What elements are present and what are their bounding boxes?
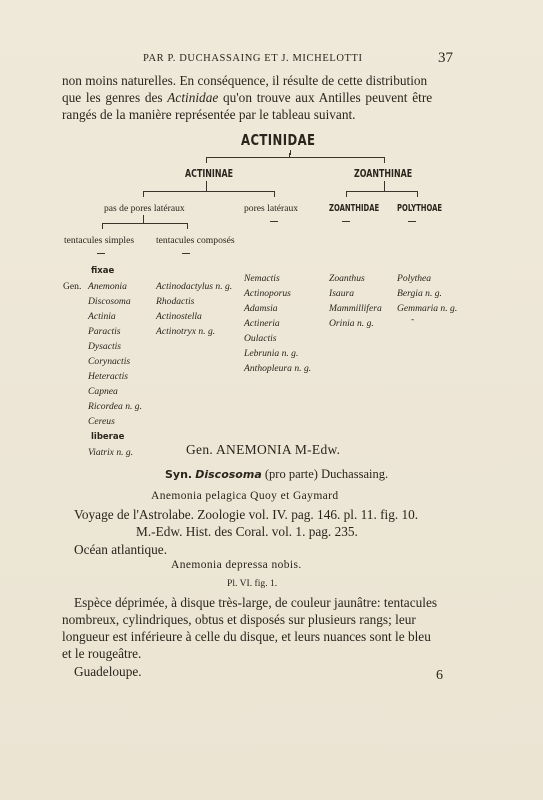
col4-item: Zoanthus — [329, 273, 365, 284]
syn-rest: (pro parte) Duchassaing. — [264, 467, 389, 481]
genus-heading: Gen. ANEMONIA M-Edw. — [186, 442, 341, 457]
species2-desc-line: Espèce déprimée, à disque très-large, de couleur jaunâtre: tentacules — [74, 595, 438, 610]
page-number: 37 — [438, 50, 453, 66]
col3-item: Adamsia — [244, 303, 278, 314]
intro-line-1: non moins naturelles. En conséquence, il résulte de cette distribution — [62, 73, 428, 88]
tree-simple-tentacles: tentacules simples — [64, 235, 135, 246]
col3-item: Anthopleura n. g. — [244, 363, 312, 374]
species2-desc-line: longueur est inférieure à celle du disque, et leurs nuances sont le bleu — [62, 629, 431, 644]
fixae-label: fixae — [91, 266, 115, 276]
species2-desc-line: nombreux, cylindriques, obtus et disposés sur plusieurs rangs; leur — [62, 612, 416, 627]
liberae-label: liberae — [91, 432, 125, 442]
col2-item: Actinodactylus n. g. — [156, 281, 233, 292]
col1-item: Cereus — [88, 416, 115, 427]
col4-item: Mammillifera — [329, 303, 382, 314]
tree-lateral-pores: pores latéraux — [244, 203, 299, 214]
running-head: PAR P. DUCHASSAING ET J. MICHELOTTI — [143, 53, 363, 64]
col3-item: Actineria — [244, 318, 280, 329]
species1-ref1: Voyage de l'Astrolabe. Zoologie vol. IV. pag. 146. pl. 11. fig. 10. — [74, 507, 419, 522]
col1-item: Capnea — [88, 386, 118, 397]
col1-item: Viatrix n. g. — [88, 447, 134, 458]
col4-item: Isaura — [329, 288, 355, 299]
tree-brace-3 — [346, 191, 418, 192]
tree-zoanthidae: ZOANTHIDAE — [329, 203, 380, 214]
species1-ref2: M.-Edw. Hist. des Coral. vol. 1. pag. 235. — [136, 524, 358, 539]
intro-line-2: que les genres des Actinidae qu'on trouve aux Antilles peuvent être — [62, 90, 433, 105]
col1-item: Actinia — [88, 311, 116, 322]
tree-actininae: ACTININAE — [185, 167, 234, 180]
tree-no-lateral-pores: pas de pores latéraux — [104, 203, 185, 214]
tree-brace-1 — [206, 157, 385, 158]
species2-plate: Pl. VI. fig. 1. — [227, 578, 278, 589]
species2-desc-line: et le rougeâtre. — [62, 646, 142, 661]
tree-brace-4 — [102, 223, 188, 224]
gen-label: Gen. — [63, 281, 82, 292]
species1-habitat: Océan atlantique. — [74, 542, 168, 557]
col1-item: Corynactis — [88, 356, 131, 367]
col1-item: Heteractis — [88, 371, 128, 382]
synonym-line — [165, 467, 388, 482]
col3-item: Nemactis — [244, 273, 280, 284]
col5-item: Gemmaria n. g. — [397, 303, 458, 314]
col1-item: Anemonia — [88, 281, 127, 292]
col1-item: Dysactis — [88, 341, 122, 352]
intro-italic-term: Actinidae — [167, 90, 219, 105]
tree-brace-2 — [143, 191, 275, 192]
col1-item: Paractis — [88, 326, 121, 337]
species1-title: Anemonia pelagica Quoy et Gaymard — [151, 490, 339, 502]
col2-item: Actinostella — [156, 311, 202, 322]
col1-item: Discosoma — [88, 296, 131, 307]
col2-item: Actinotryx n. g. — [156, 326, 216, 337]
tree-root: ACTINIDAE — [241, 131, 316, 149]
signature-mark: 6 — [436, 668, 443, 683]
col5-item: Bergia n. g. — [397, 288, 442, 299]
col3-item: Actinoporus — [244, 288, 291, 299]
tree-zoanthinae: ZOANTHINAE — [354, 167, 413, 180]
col4-item: Orinia n. g. — [329, 318, 374, 329]
tree-polythoae: POLYTHOAE — [397, 203, 443, 214]
col5-item: - — [411, 314, 415, 325]
species2-title: Anemonia depressa nobis. — [171, 559, 302, 571]
col1-item: Ricordea n. g. — [88, 401, 142, 412]
species2-locality: Guadeloupe. — [74, 664, 142, 679]
col3-item: Oulactis — [244, 333, 277, 344]
syn-label: Syn. — [165, 468, 193, 481]
intro-line-3: rangés de la manière représentée par le tableau suivant. — [62, 107, 356, 122]
tree-compound-tentacles: tentacules composés — [156, 235, 235, 246]
col2-item: Rhodactis — [156, 296, 195, 307]
syn-name: Discosoma — [195, 468, 262, 481]
col3-item: Lebrunia n. g. — [244, 348, 299, 359]
col5-item: Polythea — [397, 273, 432, 284]
